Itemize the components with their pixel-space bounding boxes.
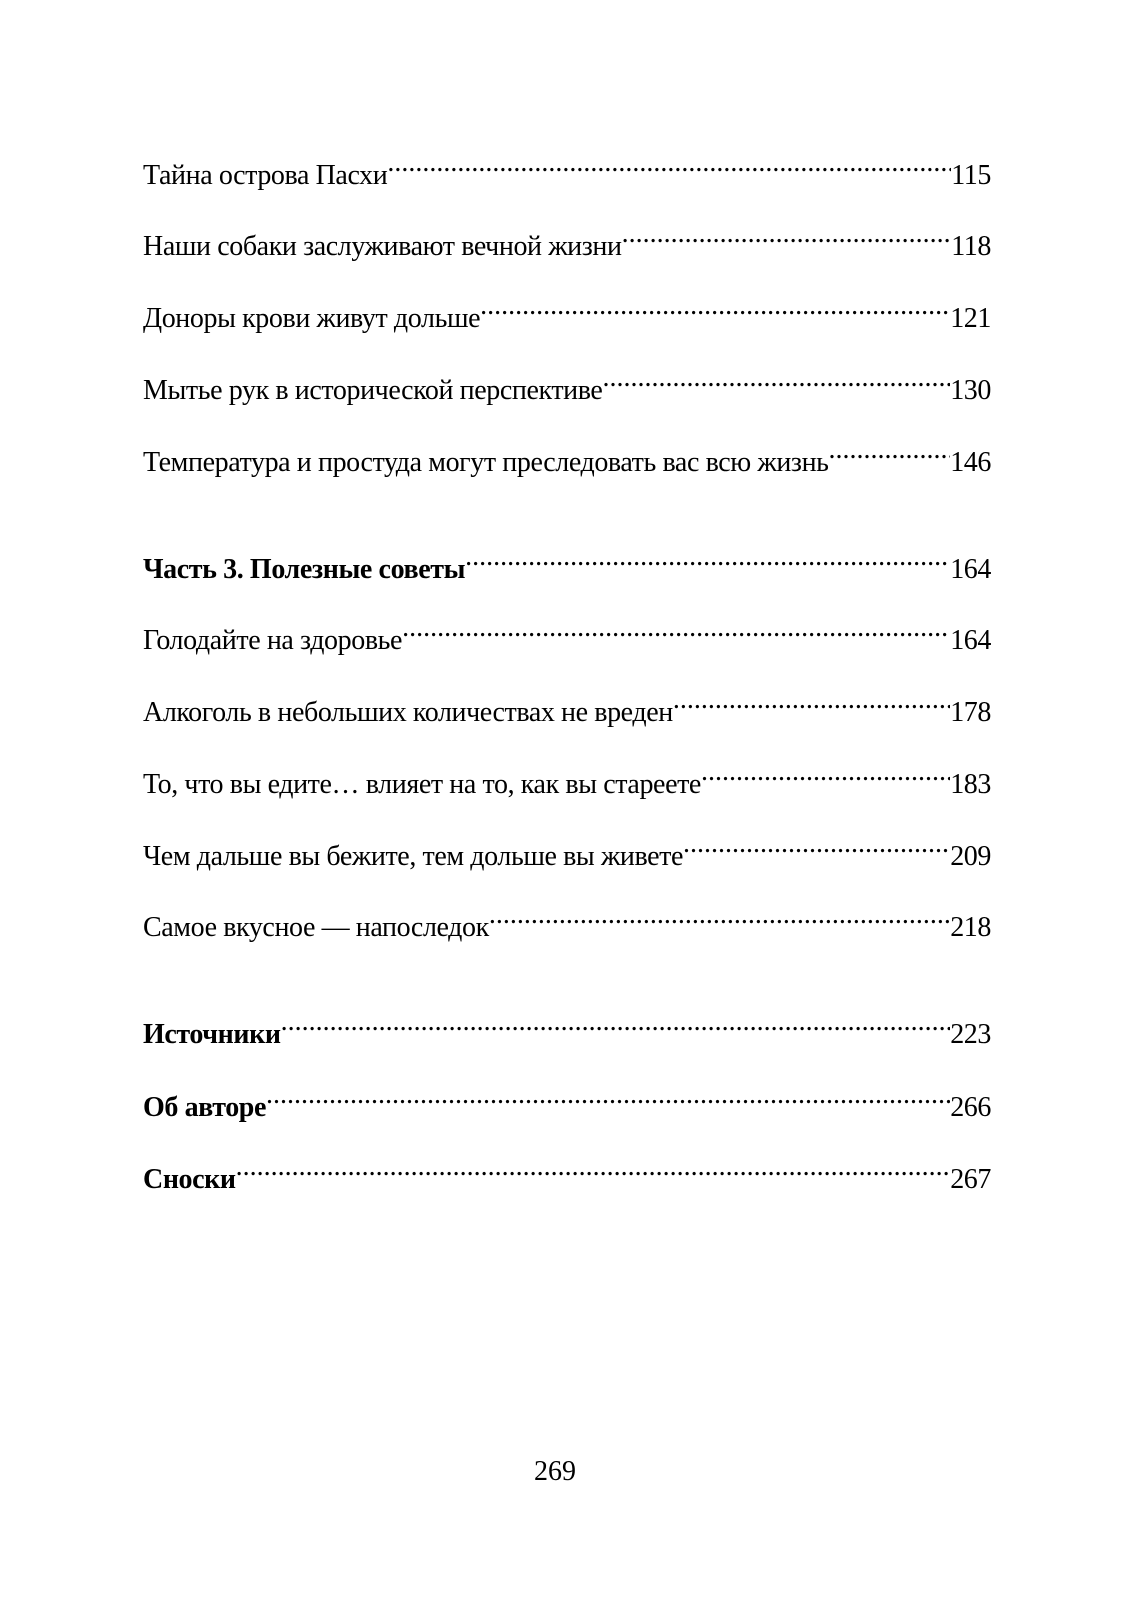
dot-leader [683, 831, 950, 865]
dot-leader [402, 615, 950, 649]
toc-entry-page: 121 [950, 303, 991, 334]
toc-entry-page: 164 [950, 625, 991, 656]
toc-entry [143, 365, 991, 408]
dot-leader [701, 759, 950, 793]
dot-leader [387, 150, 951, 184]
toc-entry [143, 437, 991, 480]
toc-entry [143, 759, 991, 802]
dot-leader [622, 221, 952, 255]
toc-entry [143, 687, 991, 730]
toc-entry-title: Сноски [143, 1164, 236, 1195]
toc-entry [143, 1082, 991, 1125]
toc-entry-page: 267 [950, 1164, 991, 1195]
toc-entry-page: 218 [950, 912, 991, 943]
toc-entry-title: Алкоголь в небольших количествах не вреден [143, 697, 673, 728]
toc-entry-page: 164 [950, 554, 991, 585]
dot-leader [236, 1154, 951, 1188]
toc-entry-page: 178 [950, 697, 991, 728]
dot-leader [602, 365, 950, 399]
toc-entry-page: 118 [951, 231, 991, 262]
toc-entry-title: Самое вкусное — напоследок [143, 912, 489, 943]
toc-entry-title: Тайна острова Пасхи [143, 160, 388, 191]
toc-entry-page: 130 [950, 375, 991, 406]
toc-entry-page: 209 [950, 841, 991, 872]
toc-entry-page: 146 [950, 447, 991, 478]
toc-entry-title: Голодайте на здоровье [143, 625, 403, 656]
toc-entry-title: То, что вы едите… влияет на то, как вы стареете [143, 769, 701, 800]
dot-leader [266, 1082, 950, 1116]
dot-leader [480, 293, 950, 327]
dot-leader [281, 1009, 951, 1043]
toc-entry [143, 1154, 991, 1197]
toc-entry-title: Источники [143, 1019, 281, 1050]
toc-entry [143, 902, 991, 945]
toc-entry [143, 1009, 991, 1052]
toc-entry [143, 150, 991, 193]
toc-entry [143, 831, 991, 874]
toc-entry-page: 115 [951, 160, 991, 191]
toc-entry-page: 183 [950, 769, 991, 800]
dot-leader [673, 687, 950, 721]
toc-entry [143, 544, 991, 587]
toc-entry-title: Часть 3. Полезные советы [143, 554, 466, 585]
page-number: 269 [534, 1456, 576, 1487]
toc-entry-title: Об авторе [143, 1092, 266, 1123]
dot-leader [465, 544, 950, 578]
toc-entry-title: Доноры крови живут дольше [143, 303, 481, 334]
toc-entry [143, 221, 991, 264]
toc-entry-title: Чем дальше вы бежите, тем дольше вы живете [143, 841, 684, 872]
toc-entry-title: Наши собаки заслуживают вечной жизни [143, 231, 622, 262]
toc-entry-page: 266 [950, 1092, 991, 1123]
dot-leader [489, 902, 950, 936]
toc-entry [143, 293, 991, 336]
toc-entry-title: Мытье рук в исторической перспективе [143, 375, 603, 406]
toc-entry-page: 223 [950, 1019, 991, 1050]
dot-leader [829, 437, 951, 471]
toc-entry-title: Температура и простуда могут преследовать вас всю жизнь [143, 447, 829, 478]
toc-entry [143, 615, 991, 658]
